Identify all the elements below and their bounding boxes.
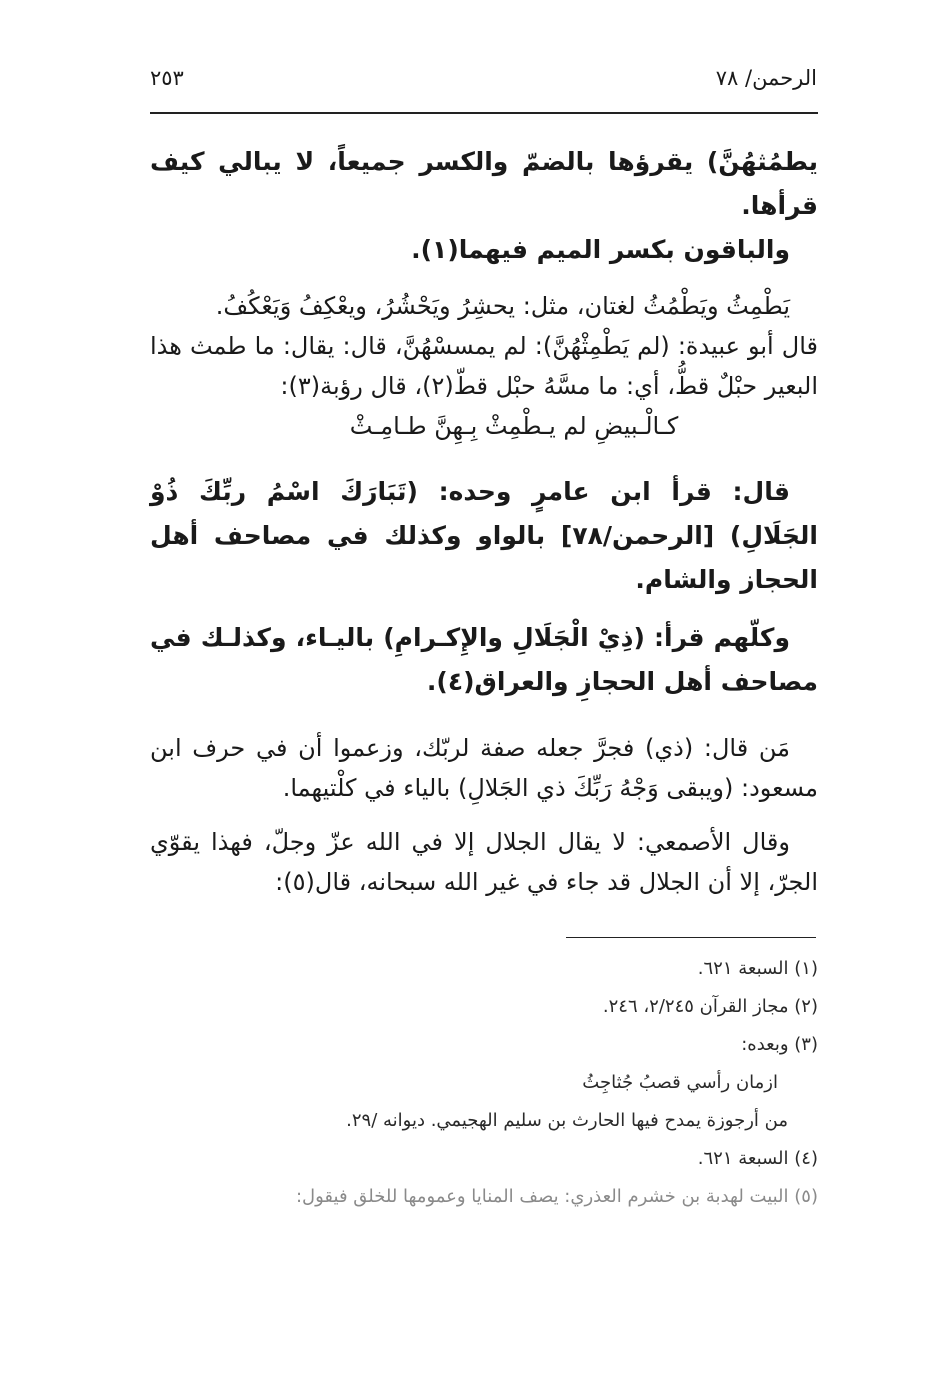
paragraph: يَطْمِثُ ويَطْمُثُ لغتان، مثل: يحشِرُ ويَحْشُرُ، ويعْكِفُ وَيَعْكُفُ. <box>215 292 790 320</box>
footnote-rule <box>566 937 816 938</box>
paragraph: قال: قرأ ابن عامرٍ وحده: (تَبَارَكَ اسْمُ ربِّكَ ذُوْ الجَلَالِ) [الرحمن/٧٨] بالواو وكذلك في مصاحف أهل الحجاز والشام. <box>150 477 818 594</box>
header-rule <box>150 112 818 114</box>
running-header <box>150 60 817 100</box>
footnote-verse: ازمان رأسي قصبُ جُثاجِثُ <box>582 1072 778 1093</box>
footnote: (٤) السبعة ٦٢١. <box>697 1148 818 1169</box>
footnote: (٢) مجاز القرآن ٢/٢٤٥، ٢٤٦. <box>602 996 818 1017</box>
paragraph: مَن قال: (ذي) فجرَّ جعله صفة لربّك، وزعموا أن في حرف ابن مسعود: (ويبقى وَجْهُ رَبِّكَ ذي الجَلالِ) بالياء في كلْتيهما. <box>150 734 818 802</box>
footnote-source: من أرجوزة يمدح فيها الحارث بن سليم الهجيمي. ديوانه /٢٩. <box>346 1110 788 1131</box>
paragraph: قال أبو عبيدة: (لم يَطْمِثْهُنَّ): لم يمسسْهُنَّ، قال: يقال: ما طمث هذا البعير حبْلٌ قطُّ، أي: ما مسَّهُ حبْل قطّ(٢)، قال رؤبة(٣): <box>150 332 818 400</box>
paragraph: وقال الأصمعي: لا يقال الجلال إلا في الله عزّ وجلّ، فهذا يقوّي الجرّ، إلا أن الجلال قد جاء في غير الله سبحانه، قال(٥): <box>150 828 818 896</box>
footnotes <box>150 950 818 1216</box>
paragraph: يطمُثهُنَّ) يقرؤها بالضمّ والكسر جميعاً، لا يبالي كيف قرأها. <box>150 147 818 220</box>
page-number: ٢٥٣ <box>150 66 184 90</box>
header-title: الرحمن/ ٧٨ <box>715 66 817 90</box>
verse-line: كـالْـبيضِ لم يـطْمِثْ بِـهِنَّ طـامِـثْ <box>349 412 679 440</box>
footnote: (٣) وبعده: <box>741 1034 818 1055</box>
footnote: (٥) البيت لهدبة بن خشرم العذري: يصف المنايا وعمومها للخلق فيقول: <box>295 1186 818 1207</box>
footnote: (١) السبعة ٦٢١. <box>697 958 818 979</box>
paragraph: والباقون بكسر الميم فيهما(١). <box>411 235 790 264</box>
main-text <box>150 140 818 902</box>
paragraph: وكلّهم قرأ: (ذِيْ الْجَلَالِ والإِكـرامِ) باليـاء، وكذلـك في مصاحف أهل الحجازِ والعراق(٤). <box>150 623 818 696</box>
